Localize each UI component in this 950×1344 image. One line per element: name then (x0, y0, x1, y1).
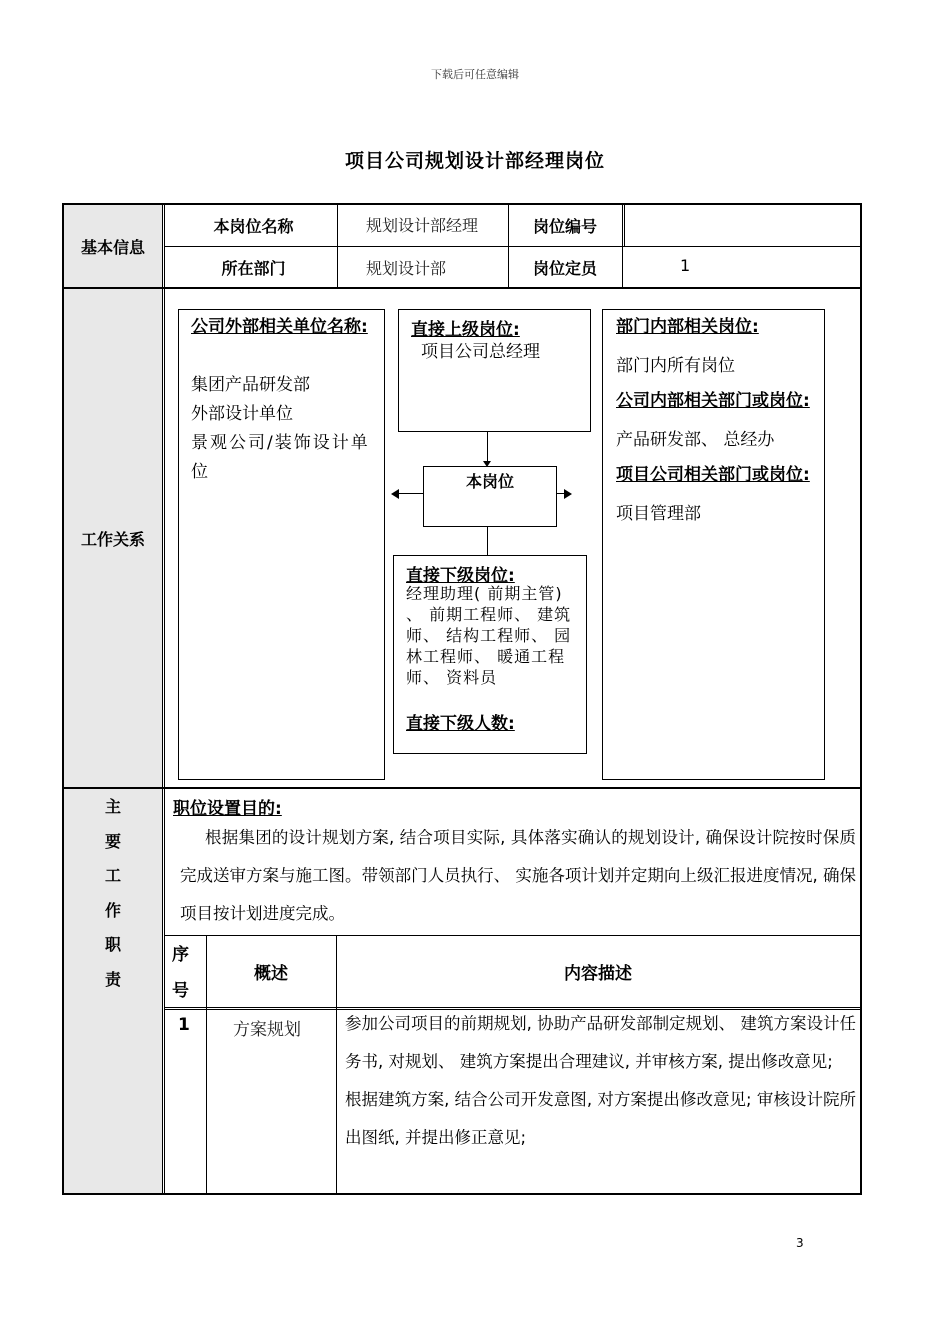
headcount-label: 岗位定员 (532, 258, 597, 278)
superior-title: 直接上级岗位: (411, 320, 520, 340)
subordinate-value: 经理助理( 前期主管) 、 前期工程师、 建筑师、 结构工程师、 园林工程师、 暖通工程师、 资料员 (406, 584, 572, 687)
internal-relations-box (602, 309, 825, 780)
external-unit-item: 集团产品研发部 (191, 375, 310, 395)
external-units-box (178, 309, 385, 780)
internal-value-2: 产品研发部、 总经办 (616, 430, 775, 450)
external-units-title: 公司外部相关单位名称: (191, 317, 368, 337)
page-number: 3 (796, 1236, 804, 1250)
superior-value: 项目公司总经理 (421, 342, 540, 362)
arrow-left-icon (391, 489, 399, 499)
headcount-value: 1 (680, 256, 691, 275)
position-code-label: 岗位编号 (532, 217, 597, 236)
position-name-label: 本岗位名称 (213, 217, 294, 236)
self-position-label: 本岗位 (465, 472, 514, 491)
internal-title-3: 项目公司相关部门或岗位: (616, 465, 810, 485)
external-unit-item: 景观公司/装饰设计单位 (191, 433, 370, 482)
subordinate-box (393, 555, 587, 754)
row-no: 1 (178, 1015, 190, 1035)
connector-line (487, 432, 488, 464)
purpose-title: 职位设置目的: (173, 799, 282, 819)
arrow-right-icon (564, 489, 572, 499)
row-summary: 方案规划 (233, 1020, 301, 1040)
self-position-box (423, 466, 557, 527)
work-relations-label: 工作关系 (80, 530, 145, 549)
dept-label: 所在部门 (221, 258, 286, 278)
subordinate-title: 直接下级岗位: (406, 566, 515, 586)
internal-value-3: 项目管理部 (616, 504, 701, 524)
page-title: 项目公司规划设计部经理岗位 (344, 150, 605, 172)
basic-info-label: 基本信息 (80, 237, 145, 257)
position-name-value: 规划设计部经理 (366, 216, 479, 235)
col-header-desc: 内容描述 (564, 963, 632, 984)
row-desc: 参加公司项目的前期规划, 协助产品研发部制定规划、 建筑方案设计任务书, 对规划、 建筑方案提出合理建议, 并审核方案, 提出修改意见; 根据建筑方案, 结合公司开发意图, 对方案提出修改意见; 审核设计院所出图纸, 并提出修正意见; (345, 1014, 856, 1147)
duties-label: 主 要 工 作 职 责 (104, 797, 121, 989)
superior-box (398, 309, 591, 432)
dept-value: 规划设计部 (366, 259, 447, 278)
header-note: 下载后可任意编辑 (431, 68, 519, 81)
subordinate-count-label: 直接下级人数: (406, 714, 515, 734)
col-header-no: 序号 (172, 945, 189, 1001)
internal-value-1: 部门内所有岗位 (616, 356, 735, 376)
internal-title-1: 部门内部相关岗位: (616, 317, 759, 337)
purpose-text: 根据集团的设计规划方案, 结合项目实际, 具体落实确认的规划设计, 确保设计院按时保质完成送审方案与施工图。带领部门人员执行、 实施各项计划并定期向上级汇报进度情况, 确保项目按计划进度完成。 (180, 828, 856, 923)
external-unit-item: 外部设计单位 (191, 404, 293, 424)
col-header-summary: 概述 (254, 963, 288, 984)
internal-title-2: 公司内部相关部门或岗位: (616, 391, 810, 411)
